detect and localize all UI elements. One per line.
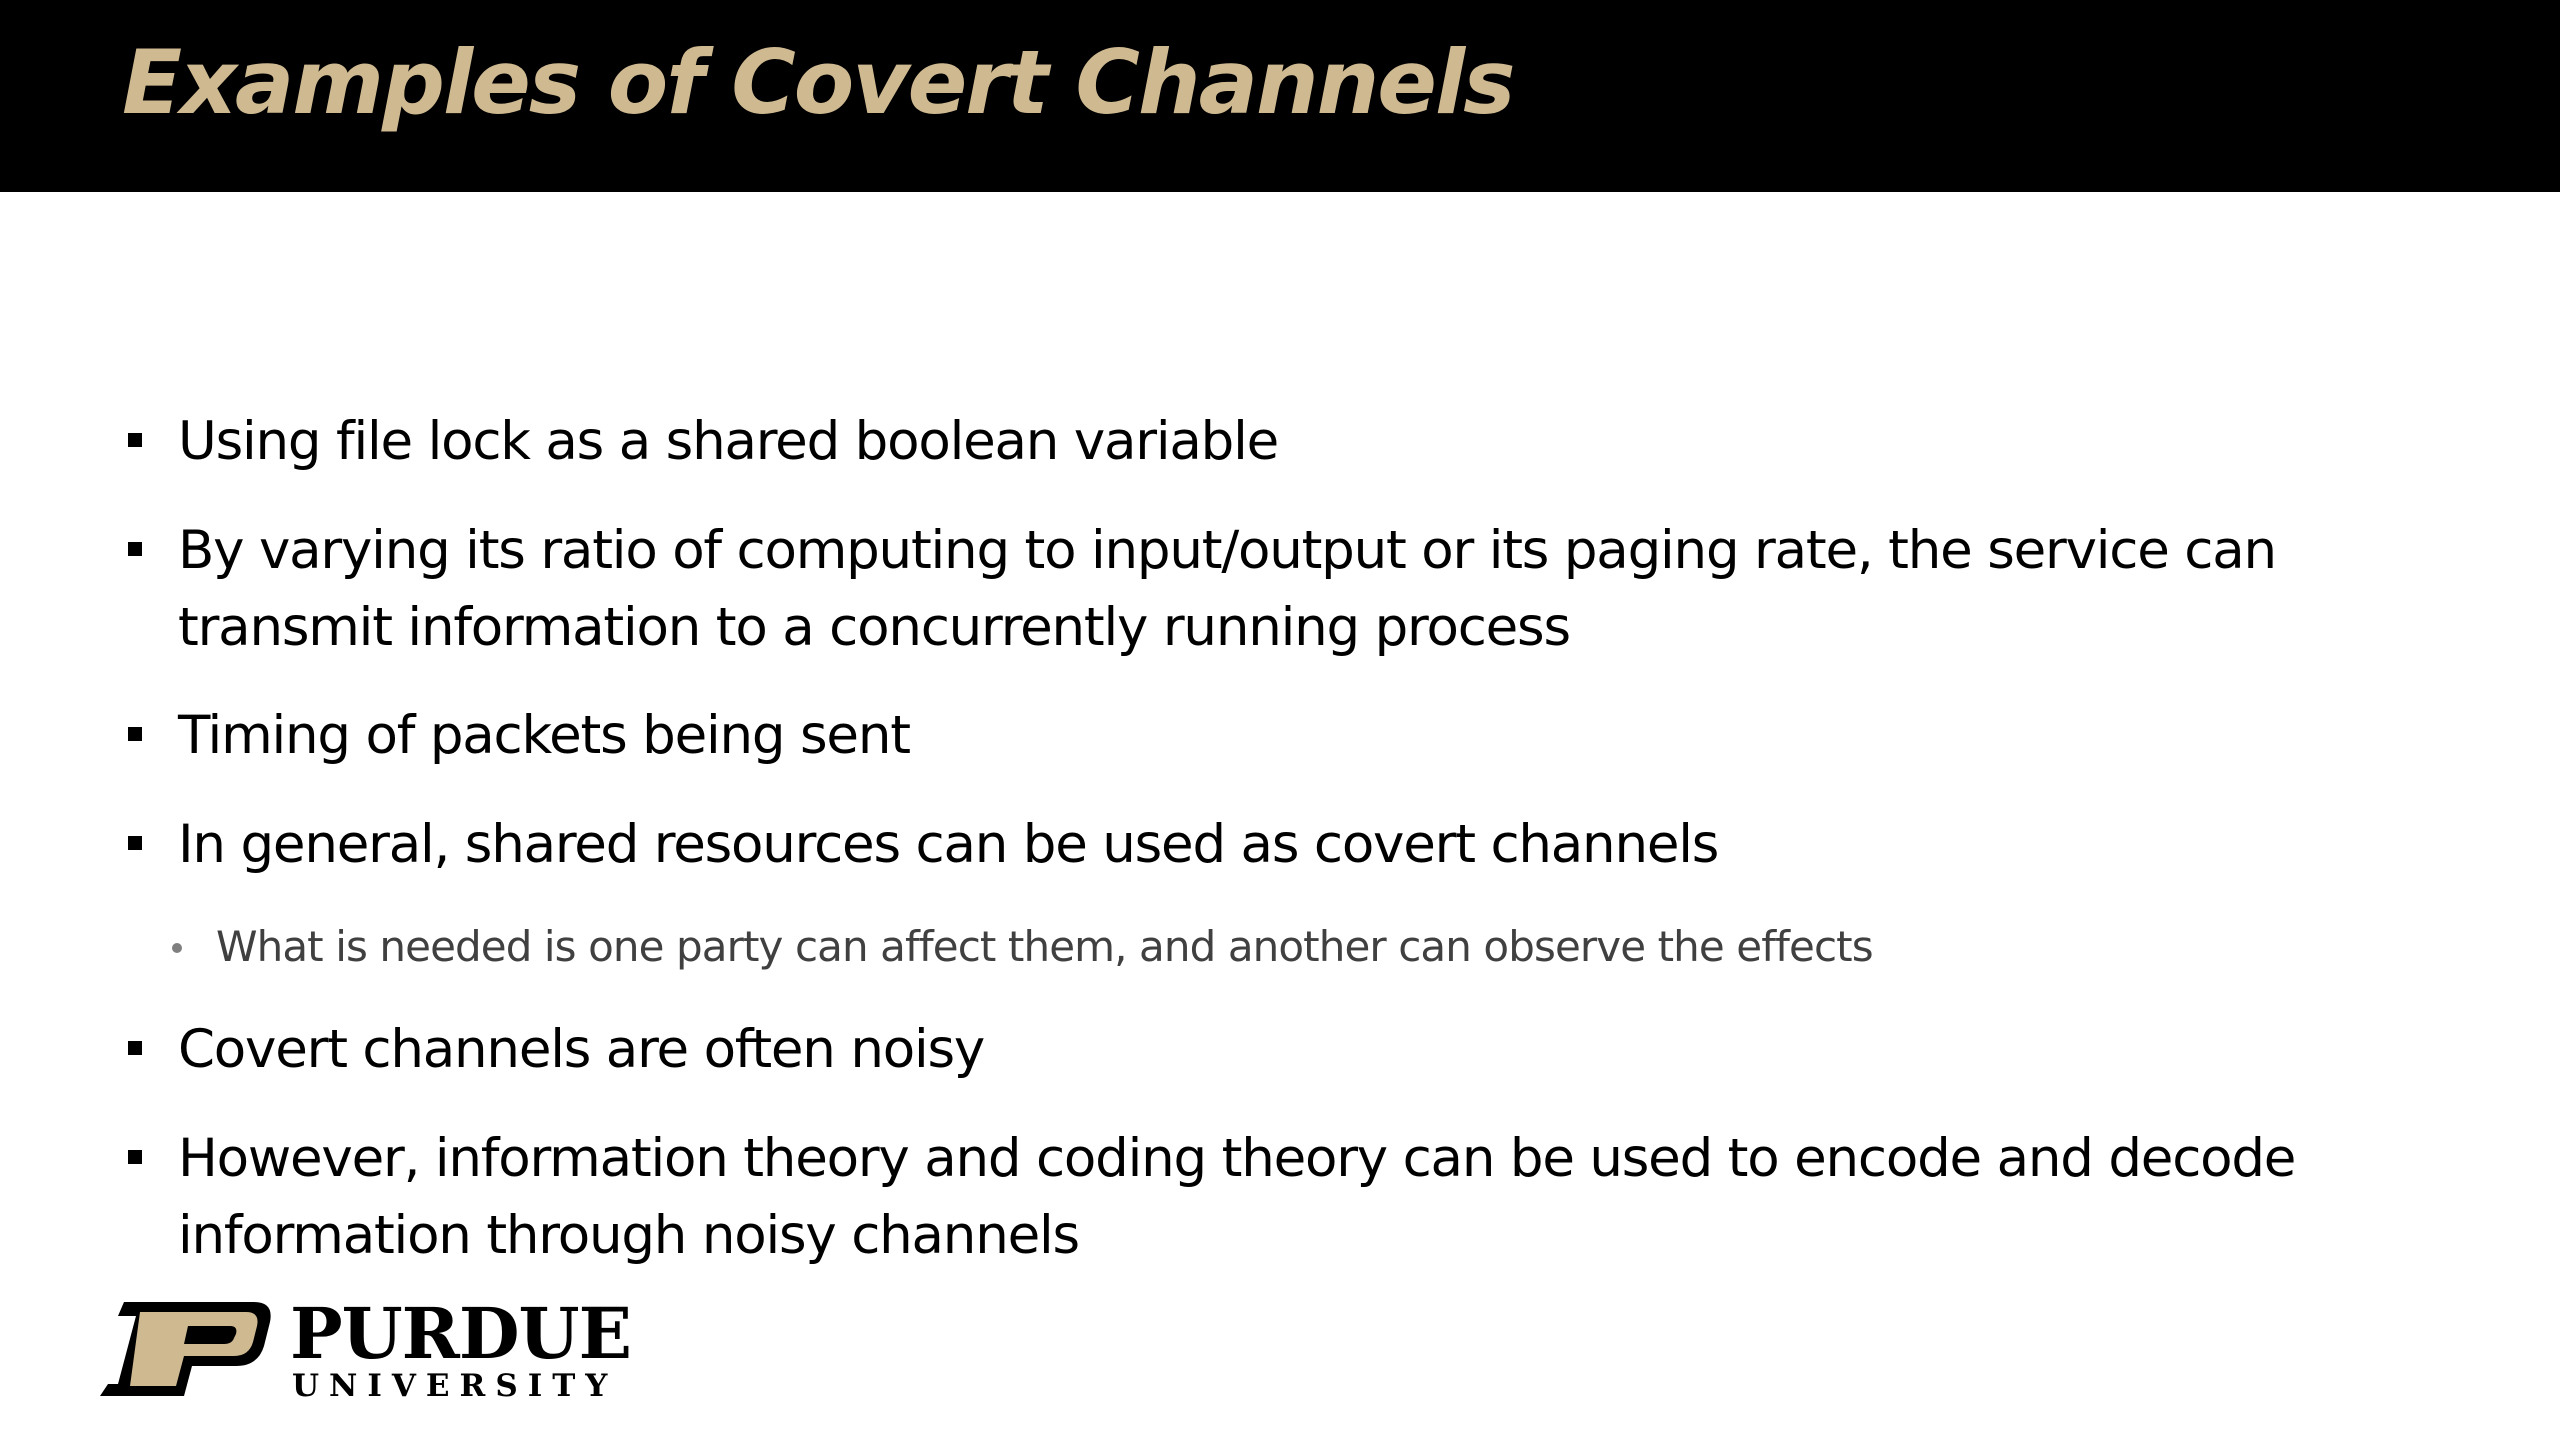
sub-bullet-item — [216, 917, 2316, 977]
square-bullet-icon — [128, 1150, 142, 1164]
logo-wordmark: PURDUE — [290, 1292, 631, 1375]
bullet-text: By varying its ratio of computing to input/output or its paging rate, the service can transmit information to a concurrently running process — [178, 520, 2276, 658]
logo-subtitle: UNIVERSITY — [292, 1368, 618, 1404]
bullet-item — [178, 1120, 2358, 1274]
purdue-logo — [96, 1292, 636, 1410]
round-bullet-icon — [172, 943, 182, 953]
bullet-text: In general, shared resources can be used as covert channels — [178, 814, 1719, 875]
bullet-item — [178, 697, 2358, 774]
bullet-item — [178, 512, 2358, 666]
sub-bullet-text: What is needed is one party can affect them, and another can observe the effects — [216, 922, 1873, 971]
slide-title: Examples of Covert Channels — [122, 31, 1514, 134]
square-bullet-icon — [128, 727, 142, 741]
bullet-text: However, information theory and coding theory can be used to encode and decode information through noisy channels — [178, 1128, 2296, 1266]
bullet-item — [178, 1011, 2358, 1088]
purdue-p-icon — [96, 1300, 276, 1400]
bullet-item — [178, 806, 2358, 883]
bullet-text: Using file lock as a shared boolean variable — [178, 411, 1279, 472]
square-bullet-icon — [128, 836, 142, 850]
square-bullet-icon — [128, 542, 142, 556]
bullet-item — [178, 403, 2358, 480]
bullet-text: Timing of packets being sent — [178, 705, 910, 766]
square-bullet-icon — [128, 1041, 142, 1055]
square-bullet-icon — [128, 433, 142, 447]
bullet-text: Covert channels are often noisy — [178, 1019, 985, 1080]
